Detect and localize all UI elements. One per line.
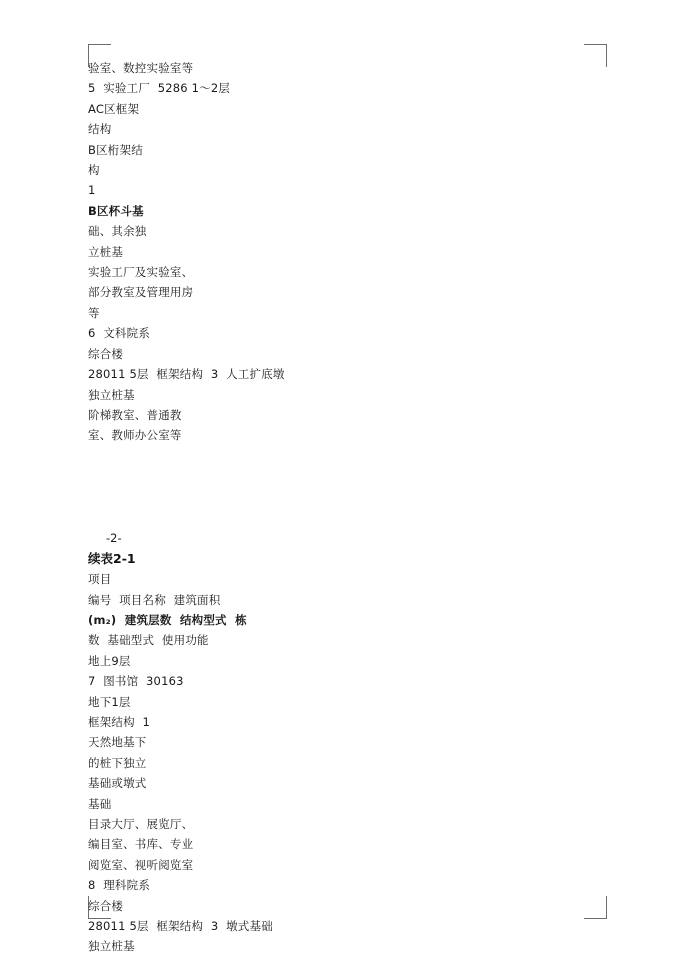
text-line: 验室、数控实验室等 <box>88 61 194 75</box>
text-line: 28011 5层 框架结构 3 人工扩底墩 <box>88 367 285 382</box>
text-line: 地上9层 <box>88 653 131 668</box>
page-number: -2- <box>106 530 122 545</box>
text-line: 础、其余独 <box>88 224 147 239</box>
text-line: 结构 <box>88 122 112 137</box>
text-line: B区杯斗基 <box>88 203 144 218</box>
text-line: 7 图书馆 30163 <box>88 674 184 689</box>
text-line: 编号 项目名称 建筑面积 <box>88 592 221 607</box>
text-line: 5 实验工厂 5286 1～2层 <box>88 81 231 96</box>
page-content <box>88 58 607 957</box>
text-line: 8 理科院系 <box>88 878 151 893</box>
text-line: 地下1层 <box>88 694 131 709</box>
text-line: 目录大厅、展览厅、 <box>88 817 194 831</box>
continued-table-title: 续表2-1 <box>88 551 136 567</box>
text-line: 基础 <box>88 796 112 811</box>
text-line: 的桩下独立 <box>88 755 147 770</box>
table-continuation-bottom <box>88 569 607 957</box>
text-line: 实验工厂及实验室、 <box>88 265 194 280</box>
text-line: 项目 <box>88 572 112 587</box>
text-line: 综合楼 <box>88 346 124 361</box>
text-line: 阅览室、视听阅览室 <box>88 857 194 872</box>
text-line: 综合楼 <box>88 898 124 913</box>
text-line: 室、教师办公室等 <box>88 428 182 443</box>
table-continuation-top <box>88 58 607 446</box>
text-line: 独立桩基 <box>88 387 135 402</box>
text-line: 独立桩基 <box>88 939 135 954</box>
text-line: 6 文科院系 <box>88 326 151 341</box>
text-line: 数 基础型式 使用功能 <box>88 633 209 648</box>
text-line: 编目室、书库、专业 <box>88 837 194 852</box>
text-line: 部分教室及管理用房 <box>88 285 194 300</box>
text-line: 框架结构 1 <box>88 714 151 729</box>
text-line: 1 <box>88 183 96 198</box>
text-line: B区桁架结 <box>88 142 143 157</box>
text-line: 等 <box>88 305 100 320</box>
text-line: 立桩基 <box>88 244 124 259</box>
text-line: AC区框架 <box>88 101 140 116</box>
text-line: 构 <box>88 163 100 178</box>
text-line: 天然地基下 <box>88 735 147 750</box>
text-line: 阶梯教室、普通教 <box>88 407 182 422</box>
text-line: (m₂) 建筑层数 结构型式 栋 <box>88 612 247 627</box>
text-line: 28011 5层 框架结构 3 墩式基础 <box>88 919 273 934</box>
text-line: 基础或墩式 <box>88 776 147 791</box>
vertical-gap <box>88 446 607 528</box>
